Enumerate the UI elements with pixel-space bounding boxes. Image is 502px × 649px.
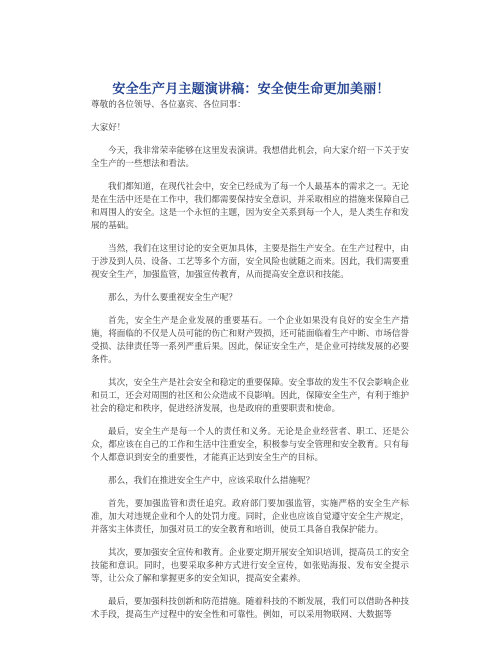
paragraph: 其次，安全生产是社会安全和稳定的重要保障。安全事故的发生不仅会影响企业和员工，还会对周围的社区和公众造成不良影响。因此，保障安全生产，有利于维护社会的稳定和秩序，促进经济发展，也是政府的重要职责和使命。 bbox=[91, 378, 409, 414]
paragraph: 最后，要加强科技创新和防范措施。随着科技的不断发展，我们可以借助各种技术手段，提高生产过程中的安全性和可靠性。例如，可以采用物联网、大数据等 bbox=[91, 597, 409, 620]
document-body bbox=[91, 99, 409, 632]
paragraph: 那么，我们在推进安全生产中，应该采取什么措施呢？ bbox=[108, 476, 315, 486]
paragraph: 首先，安全生产是企业发展的重要基石。一个企业如果没有良好的安全生产措施，将面临的不仅是人员可能的伤亡和财产毁损，还可能面临着生产中断、市场信誉受损、法律责任等一系列严重后果。因此，保证安全生产，是企业可持续发展的必要条件。 bbox=[91, 316, 409, 365]
paragraph: 那么，为什么要重视安全生产呢？ bbox=[108, 293, 237, 303]
paragraph: 其次，要加强安全宣传和教育。企业要定期开展安全知识培训，提高员工的安全技能和意识。同时，也要采取多种方式进行安全宣传，如张贴海报、发布安全提示等，让公众了解和掌握更多的安全知识，提高安全素养。 bbox=[91, 548, 409, 584]
paragraph: 首先，要加强监管和责任追究。政府部门要加强监管，实施严格的安全生产标准，加大对违规企业和个人的处罚力度。同时，企业也应该自觉遵守安全生产规定，并落实主体责任，加强对员工的安全教育和培训，使员工具备自我保护能力。 bbox=[91, 499, 409, 535]
paragraph: 当然，我们在这里讨论的安全更加具体，主要是指生产安全。在生产过程中，由于涉及到人员、设备、工艺等多个方面，安全风险也就随之而来。因此，我们需要重视安全生产，加强监管，加强宣传教育，从而提高安全意识和技能。 bbox=[91, 244, 409, 280]
document-title: 安全生产月主题演讲稿：安全使生命更加美丽！ bbox=[112, 82, 390, 97]
greeting: 尊敬的各位领导、各位嘉宾、各位同事： bbox=[91, 100, 246, 110]
paragraph: 大家好！ bbox=[91, 123, 126, 133]
paragraph: 最后，安全生产是每一个人的责任和义务。无论是企业经营者、职工、还是公众，都应该在自己的工作和生活中注重安全，积极参与安全管理和安全教育。只有每个人都意识到安全的重要性，才能真正达到安全生产的目标。 bbox=[91, 427, 409, 463]
paragraph: 我们都知道，在现代社会中，安全已经成为了每一个人最基本的需求之一。无论是在生活中还是在工作中，我们都需要保持安全意识，并采取相应的措施来保障自己和周围人的安全。这是一个永恒的主题，因为安全关系到每一个人，是人类生存和发展的基础。 bbox=[91, 182, 409, 231]
paragraph: 今天，我非常荣幸能够在这里发表演讲。我想借此机会，向大家介绍一下关于安全生产的一些想法和看法。 bbox=[91, 146, 409, 169]
